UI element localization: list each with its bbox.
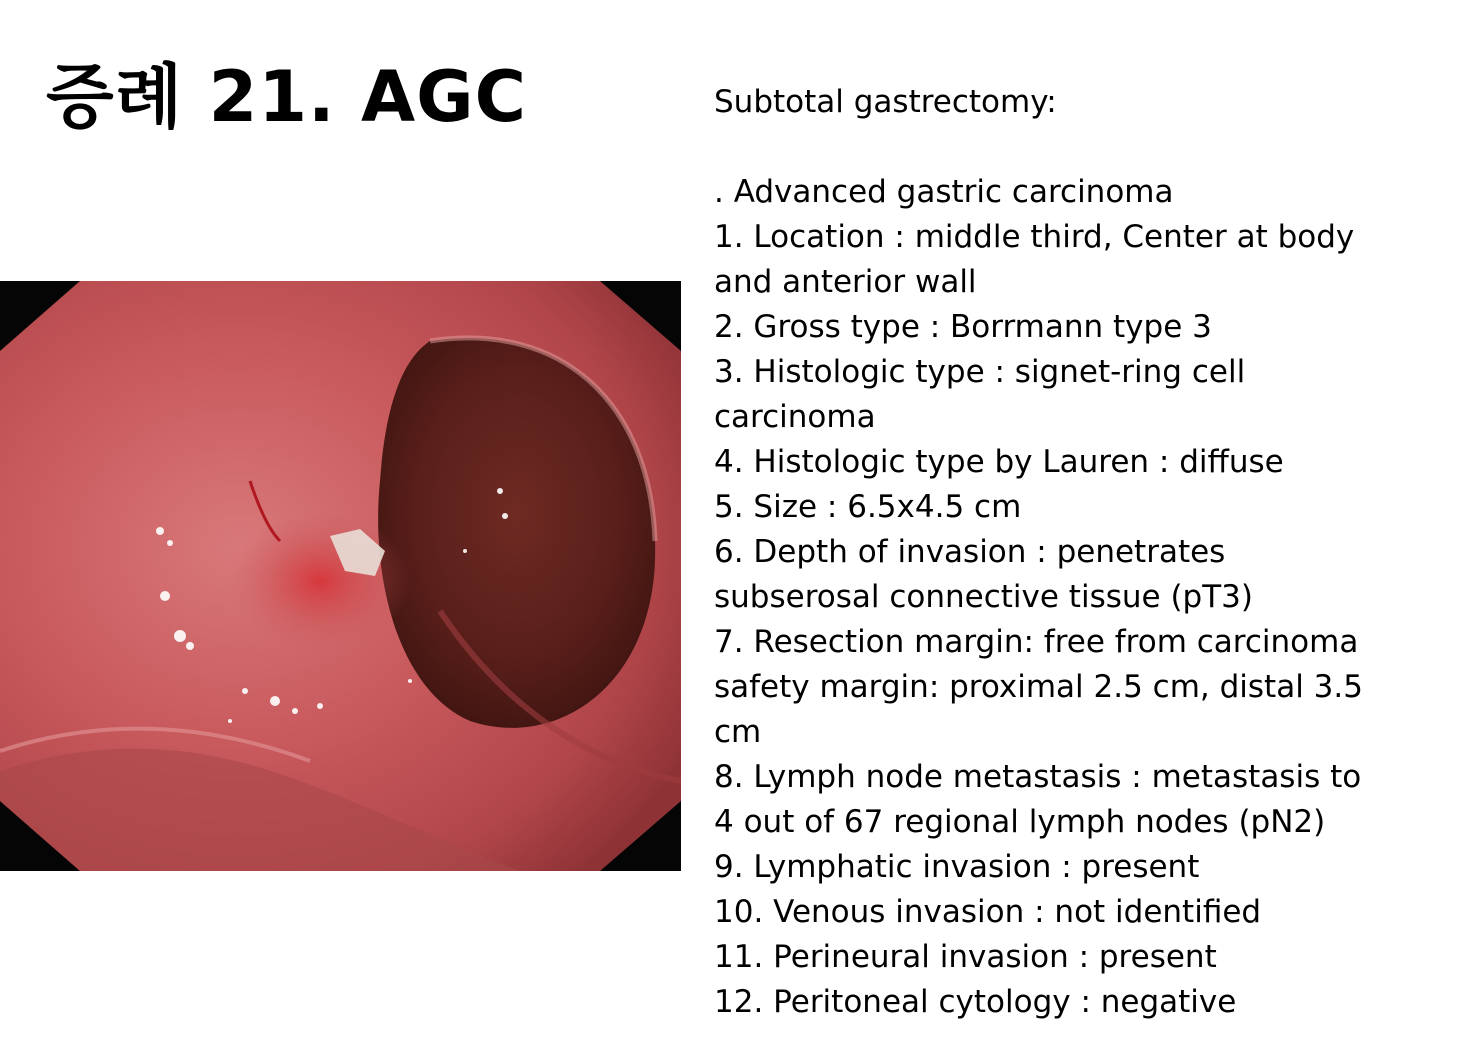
report-line: 9. Lymphatic invasion : present — [714, 849, 1200, 885]
report-line: 7. Resection margin: free from carcinoma — [714, 624, 1359, 660]
report-line: safety margin: proximal 2.5 cm, distal 3.5 — [714, 669, 1363, 705]
report-line: 8. Lymph node metastasis : metastasis to — [714, 759, 1362, 795]
report-line: 10. Venous invasion : not identified — [714, 894, 1262, 930]
report-line: 2. Gross type : Borrmann type 3 — [714, 309, 1212, 345]
report-line: 6. Depth of invasion : penetrates — [714, 534, 1226, 570]
report-line: cm — [714, 714, 762, 750]
endoscopy-image — [0, 281, 681, 871]
report-line: carcinoma — [714, 399, 876, 435]
report-line: 11. Perineural invasion : present — [714, 939, 1217, 975]
report-line: . Advanced gastric carcinoma — [714, 174, 1174, 210]
report-line: 1. Location : middle third, Center at body — [714, 219, 1355, 255]
report-line: 4 out of 67 regional lymph nodes (pN2) — [714, 804, 1326, 840]
report-heading: Subtotal gastrectomy: — [714, 84, 1057, 120]
slide-title: 증례 21. AGC — [46, 56, 527, 138]
report-line: 4. Histologic type by Lauren : diffuse — [714, 444, 1284, 480]
pathology-report — [714, 80, 1444, 1025]
report-line: 12. Peritoneal cytology : negative — [714, 984, 1237, 1020]
report-line: 3. Histologic type : signet-ring cell — [714, 354, 1246, 390]
report-line: and anterior wall — [714, 264, 977, 300]
report-line: subserosal connective tissue (pT3) — [714, 579, 1253, 615]
report-line: 5. Size : 6.5x4.5 cm — [714, 489, 1022, 525]
